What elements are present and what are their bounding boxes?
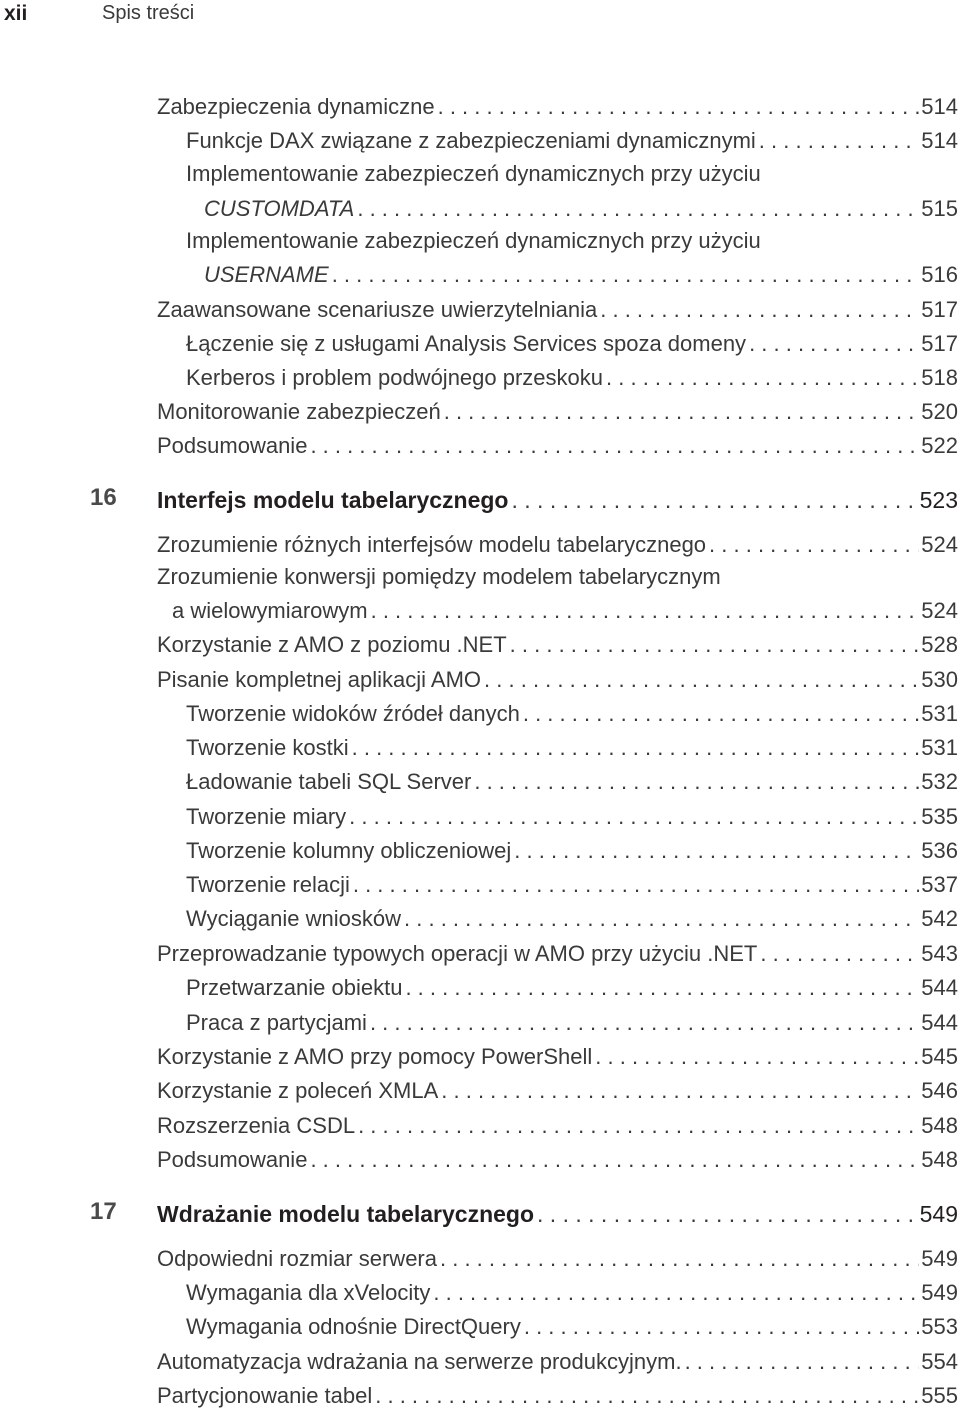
dot-leader [375, 1383, 919, 1409]
toc-entry[interactable] [157, 1072, 958, 1104]
dot-leader [310, 1147, 919, 1173]
toc-entry-title: Monitorowanie zabezpieczeń [157, 399, 441, 424]
dot-leader [370, 1010, 919, 1036]
dot-leader [332, 262, 920, 288]
dot-leader [440, 1246, 919, 1272]
toc-entry-title: Tworzenie relacji [186, 872, 350, 897]
toc-entry[interactable] [186, 1004, 958, 1036]
dot-leader [759, 128, 919, 154]
toc-entry-title: Funkcje DAX związane z zabezpieczeniami dynamicznymi [186, 128, 756, 153]
toc-entry[interactable] [157, 427, 958, 459]
toc-entry[interactable] [186, 729, 958, 761]
toc-entry[interactable] [186, 900, 958, 932]
toc-entry-page: 520 [921, 399, 958, 424]
chapter-number: 16 [90, 484, 117, 511]
toc-entry-title: Korzystanie z AMO przy pomocy PowerShell [157, 1044, 593, 1069]
dot-leader [441, 1078, 919, 1104]
toc-entry-page: 524 [921, 598, 958, 623]
toc-entry-page: 549 [921, 1246, 958, 1271]
toc-entry-page: 530 [921, 667, 958, 692]
toc-entry[interactable] [157, 1107, 958, 1139]
page-number: xii [4, 2, 28, 25]
toc-entry[interactable] [157, 935, 958, 967]
toc-entry-title: Łączenie się z usługami Analysis Services spoza domeny [186, 331, 747, 356]
toc-entry-title: Wymagania dla xVelocity [186, 1280, 431, 1305]
toc-entry-title: Tworzenie kostki [186, 735, 349, 760]
toc-entry-page: 536 [921, 838, 958, 863]
dot-leader [685, 1349, 920, 1375]
toc-entry[interactable] [186, 122, 958, 154]
toc-entry-title: Partycjonowanie tabel [157, 1383, 373, 1408]
toc-entry-title-line1: Zrozumienie konwersji pomiędzy modelem tabelarycznym [157, 564, 721, 589]
toc-entry[interactable] [157, 1240, 958, 1272]
toc-entry[interactable] [186, 1274, 958, 1306]
dot-leader [433, 1280, 919, 1306]
dot-leader [537, 1201, 918, 1228]
toc-entry-page: 555 [921, 1383, 958, 1408]
toc-entry-title: Tworzenie kolumny obliczeniowej [186, 838, 512, 863]
toc-entry-title: Automatyzacja wdrażania na serwerze produkcyjnym. [157, 1349, 682, 1374]
toc-entry-title-line1: Implementowanie zabezpieczeń dynamicznych przy użyciu [186, 161, 761, 186]
toc-entry[interactable] [186, 763, 958, 795]
toc-entry[interactable] [157, 526, 958, 558]
toc-entry[interactable] [157, 626, 958, 658]
dot-leader [595, 1044, 919, 1070]
dot-leader [760, 941, 919, 967]
toc-entry-page: 524 [921, 532, 958, 557]
toc-entry-page: 545 [921, 1044, 958, 1069]
dot-leader [523, 701, 919, 727]
toc-entry-title: Kerberos i problem podwójnego przeskoku [186, 365, 604, 390]
toc-entry-page: 517 [921, 297, 958, 322]
toc-entry[interactable] [157, 291, 958, 323]
chapter-title: Interfejs modelu tabelarycznego [157, 487, 509, 513]
toc-entry-title: Zaawansowane scenariusze uwierzytelniania [157, 297, 598, 322]
toc-entry-title: CUSTOMDATA [204, 196, 355, 221]
toc-entry-page: 515 [921, 196, 958, 221]
toc-entry-page: 548 [921, 1113, 958, 1138]
toc-chapter-entry[interactable] [157, 1196, 958, 1228]
dot-leader [444, 399, 920, 425]
toc-entry[interactable] [186, 866, 958, 898]
toc-entry[interactable] [186, 832, 958, 864]
toc-entry-title: Przeprowadzanie typowych operacji w AMO przy użyciu .NET [157, 941, 758, 966]
toc-entry[interactable] [204, 190, 958, 222]
toc-entry-page: 554 [921, 1349, 958, 1374]
toc-entry-page: 514 [921, 128, 958, 153]
toc-entry-page: 553 [921, 1314, 958, 1339]
toc-entry-page: 514 [921, 94, 958, 119]
toc-entry[interactable] [204, 256, 958, 288]
dot-leader [438, 94, 920, 120]
toc-entry-page: 528 [921, 632, 958, 657]
toc-entry-title: Rozszerzenia CSDL [157, 1113, 356, 1138]
chapter-title: Wdrażanie modelu tabelarycznego [157, 1201, 535, 1227]
dot-leader [709, 532, 919, 558]
dot-leader [371, 598, 920, 624]
toc-entry-page: 544 [921, 975, 958, 1000]
dot-leader [357, 196, 919, 222]
toc-entry[interactable] [172, 592, 958, 624]
toc-entry-page: 523 [919, 487, 958, 513]
toc-entry-title: Odpowiedni rozmiar serwera [157, 1246, 437, 1271]
toc-entry-page: 532 [921, 769, 958, 794]
dot-leader [524, 1314, 919, 1340]
toc-entry-page: 542 [921, 906, 958, 931]
toc-entry-title: a wielowymiarowym [172, 598, 368, 623]
toc-entry-page: 535 [921, 804, 958, 829]
dot-leader [310, 433, 919, 459]
dot-leader [514, 838, 919, 864]
dot-leader [404, 906, 919, 932]
toc-chapter-entry[interactable] [157, 482, 958, 514]
toc-entry[interactable] [157, 1377, 958, 1409]
toc-entry-title: Zrozumienie różnych interfejsów modelu tabelarycznego [157, 532, 707, 557]
toc-entry[interactable] [186, 695, 958, 727]
toc-entry-page: 543 [921, 941, 958, 966]
dot-leader [600, 297, 919, 323]
toc-entry-title: Zabezpieczenia dynamiczne [157, 94, 435, 119]
toc-entry-title: USERNAME [204, 262, 329, 287]
toc-entry-page: 549 [921, 1280, 958, 1305]
toc-entry[interactable] [186, 969, 958, 1001]
toc-entry-title: Tworzenie widoków źródeł danych [186, 701, 520, 726]
dot-leader [511, 487, 917, 514]
toc-entry-title: Korzystanie z AMO z poziomu .NET [157, 632, 507, 657]
toc-entry-page: 548 [921, 1147, 958, 1172]
toc-entry-page: 544 [921, 1010, 958, 1035]
toc-entry-page: 518 [921, 365, 958, 390]
toc-entry[interactable] [186, 798, 958, 830]
toc-entry-title: Tworzenie miary [186, 804, 347, 829]
toc-entry[interactable] [186, 325, 958, 357]
toc-entry-title: Wymagania odnośnie DirectQuery [186, 1314, 521, 1339]
dot-leader [353, 872, 919, 898]
toc-entry-page: 537 [921, 872, 958, 897]
toc-entry[interactable] [157, 1038, 958, 1070]
toc-entry-title: Korzystanie z poleceń XMLA [157, 1078, 439, 1103]
dot-leader [606, 365, 919, 391]
dot-leader [510, 632, 920, 658]
running-title: Spis treści [102, 2, 195, 24]
dot-leader [749, 331, 919, 357]
toc-entry-page: 546 [921, 1078, 958, 1103]
dot-leader [358, 1113, 919, 1139]
toc-entry[interactable] [157, 661, 958, 693]
toc-entry-title: Podsumowanie [157, 433, 308, 458]
toc-entry-page: 549 [919, 1201, 958, 1227]
toc-entry-page: 516 [921, 262, 958, 287]
dot-leader [405, 975, 919, 1001]
toc-entry[interactable] [157, 393, 958, 425]
toc-entry[interactable] [157, 1343, 958, 1375]
toc-entry-page: 531 [921, 701, 958, 726]
toc-entry[interactable] [186, 359, 958, 391]
toc-entry[interactable] [186, 1308, 958, 1340]
toc-entry-page: 531 [921, 735, 958, 760]
toc-entry-title: Wyciąganie wniosków [186, 906, 402, 931]
toc-entry-title: Pisanie kompletnej aplikacji AMO [157, 667, 482, 692]
dot-leader [349, 804, 919, 830]
chapter-number: 17 [90, 1198, 117, 1225]
toc-entry-title: Podsumowanie [157, 1147, 308, 1172]
toc-entry-title: Ładowanie tabeli SQL Server [186, 769, 472, 794]
dot-leader [474, 769, 919, 795]
toc-entry[interactable] [157, 88, 958, 120]
toc-entry[interactable] [157, 1141, 958, 1173]
toc-entry-title: Przetwarzanie obiektu [186, 975, 403, 1000]
dot-leader [352, 735, 920, 761]
toc-entry-page: 522 [921, 433, 958, 458]
toc-entry-title-line1: Implementowanie zabezpieczeń dynamicznych przy użyciu [186, 228, 761, 253]
toc-entry-page: 517 [921, 331, 958, 356]
toc-entry-title: Praca z partycjami [186, 1010, 367, 1035]
dot-leader [484, 667, 919, 693]
